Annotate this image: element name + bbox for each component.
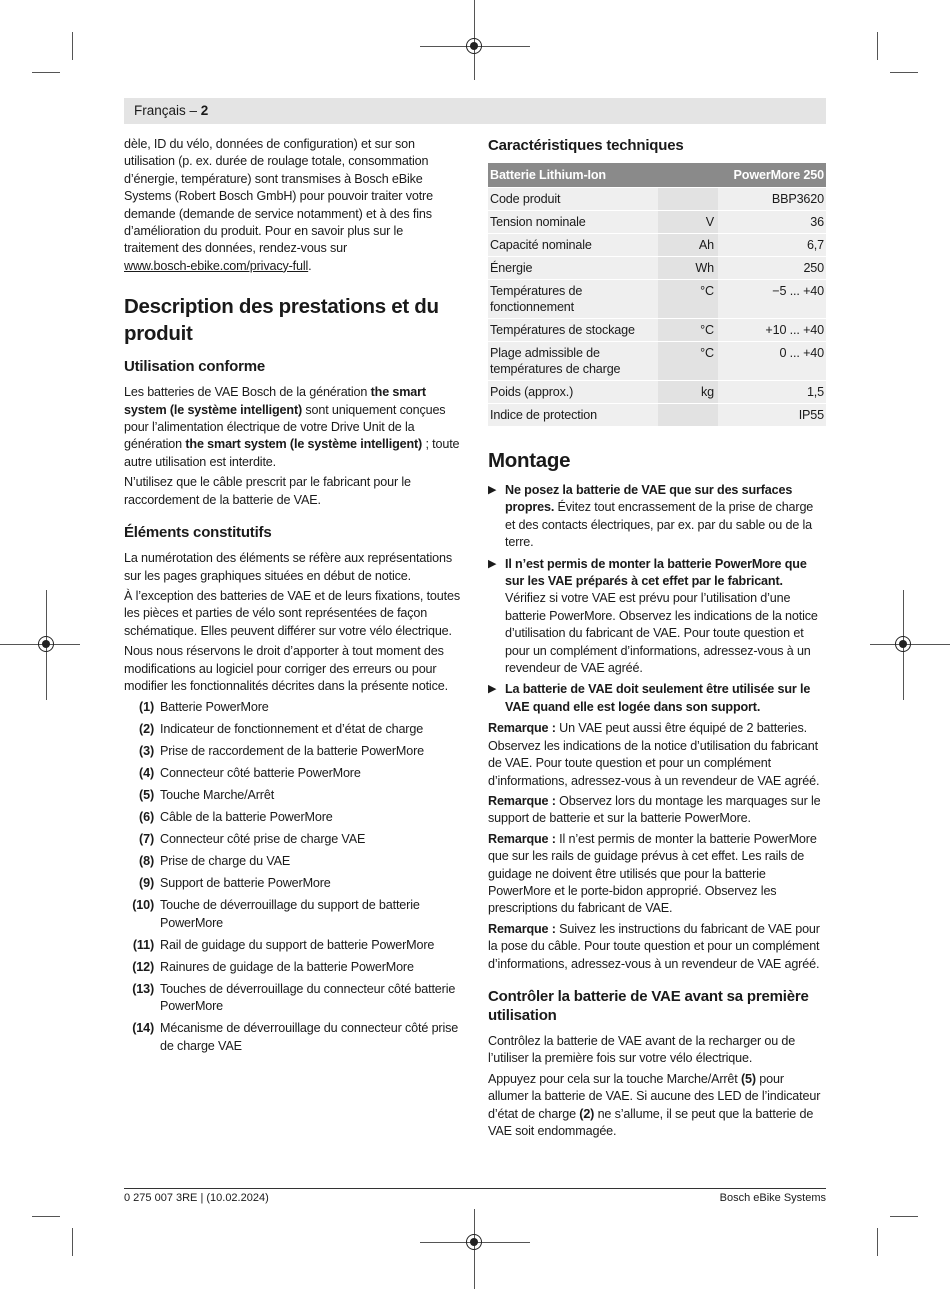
usage-paragraph-2: N’utilisez que le câble prescrit par le fabricant pour le raccordement de la batterie de VAE.: [124, 475, 411, 507]
part-label: Connecteur côté prise de charge VAE: [160, 832, 366, 847]
spec-value: +10 ... +40: [718, 319, 826, 342]
table-row: [488, 280, 826, 319]
part-number: (7): [139, 832, 154, 847]
list-item: [124, 831, 460, 848]
spec-label: Code produit: [488, 188, 658, 211]
check-title: Contrôler la batterie de VAE avant sa première utilisation: [488, 987, 809, 1024]
parts-list: [124, 699, 460, 1055]
crop-mark: [877, 1228, 878, 1256]
usage-text: sont uniquement conçues pour l’alimentation électrique de votre Drive Unit de la génération: [124, 402, 446, 452]
list-item: [124, 897, 460, 932]
page-header: [124, 98, 826, 124]
list-item: [488, 556, 826, 678]
montage-bullets: [488, 482, 826, 716]
crop-mark: [72, 1228, 73, 1256]
check-ref: (2): [579, 1106, 595, 1121]
list-item: [124, 765, 460, 782]
remark-label: Remarque :: [488, 831, 556, 846]
list-item: [488, 482, 826, 552]
intro-paragraph: [124, 136, 460, 275]
table-row: [488, 188, 826, 211]
part-number: (9): [139, 876, 154, 891]
list-item: [124, 809, 460, 826]
check-paragraph-2: [488, 1071, 826, 1141]
usage-paragraph-1: [124, 384, 460, 471]
table-row: [488, 319, 826, 342]
part-number: (4): [139, 766, 154, 781]
registration-mark-icon: [895, 636, 911, 652]
list-item: [124, 875, 460, 892]
part-label: Câble de la batterie PowerMore: [160, 810, 333, 825]
remark-label: Remarque :: [488, 721, 556, 736]
footer-divider: [124, 1188, 826, 1189]
spec-unit: kg: [658, 381, 718, 404]
part-label: Prise de raccordement de la batterie PowerMore: [160, 744, 424, 759]
check-paragraph-1: Contrôlez la batterie de VAE avant de la recharger ou de l’utiliser la première fois sur votre vélo électrique.: [488, 1033, 796, 1066]
part-number: (3): [139, 744, 154, 759]
spec-label: Énergie: [488, 257, 658, 280]
part-label: Mécanisme de déverrouillage du connecteur côté prise de charge VAE: [160, 1021, 459, 1053]
table-row: [488, 404, 826, 427]
bullet-text: Vérifiez si votre VAE est prévu pour l’utilisation d’une batterie PowerMore. Observez les indications de la notice d’utilisation du fabricant de VAE. Pour toute question et pour un complément d’informations, adressez-vous à un revendeur de VAE agréé.: [505, 591, 818, 676]
elements-paragraph-2: À l’exception des batteries de VAE et de leurs fixations, toutes les pièces et parties de vélo sont représentées de façon schématique. Elles peuvent différer sur votre vélo électrique.: [124, 588, 460, 638]
part-number: (12): [132, 959, 154, 974]
remark-label: Remarque :: [488, 921, 556, 936]
left-column: [124, 136, 460, 1060]
triangle-bullet-icon: ▶: [488, 484, 497, 496]
spec-label: Indice de protection: [488, 404, 658, 427]
table-header-cell: Batterie Lithium-Ion: [488, 163, 718, 188]
triangle-bullet-icon: ▶: [488, 557, 497, 570]
part-label: Prise de charge du VAE: [160, 854, 291, 869]
bullet-bold: Il n’est permis de monter la batterie PowerMore que sur les VAE préparés à cet effet par le fabricant.: [505, 556, 807, 589]
remark-text: Il n’est permis de monter la batterie PowerMore que sur les rails de guidage prévus à cet effet. Les rails de guidage ne doivent être utilisés que pour la batterie PowerMore et le porte-bidon approprié. Observez les prescriptions du fabricant de VAE.: [488, 831, 817, 916]
part-label: Rainures de guidage de la batterie PowerMore: [160, 959, 414, 974]
list-item: [488, 681, 826, 716]
remark-label: Remarque :: [488, 793, 556, 808]
remark-paragraph: [488, 793, 826, 828]
registration-mark-icon: [466, 1234, 482, 1250]
spec-value: IP55: [718, 404, 826, 427]
elements-paragraph-1: La numérotation des éléments se réfère aux représentations sur les pages graphiques situées en début de notice.: [124, 551, 453, 583]
registration-mark-icon: [38, 636, 54, 652]
part-number: (6): [139, 810, 154, 825]
part-number: (10): [132, 898, 154, 913]
part-number: (8): [139, 854, 154, 869]
table-row: [488, 234, 826, 257]
triangle-bullet-icon: ▶: [488, 683, 497, 696]
list-item: [124, 787, 460, 804]
bullet-text: Évitez tout encrassement de la prise de charge et des contacts électriques, par ex. par du sable ou de la terre.: [505, 500, 814, 550]
intro-end: .: [308, 258, 312, 273]
list-item: [124, 959, 460, 976]
spec-value: 6,7: [718, 234, 826, 257]
list-item: [124, 721, 460, 738]
page-number: 2: [200, 103, 209, 118]
intro-text: dèle, ID du vélo, données de configuration) et sur son utilisation (p. ex. durée de roulage totale, consommation d’énergie, température) sont transmises à Bosch eBike Systems (Robert Bosch GmbH) pour pouvoir traiter votre demande (demande de service notamment) et à des fins d’amélioration du produit. Pour en savoir plus sur le traitement des données, rendez-vous sur: [124, 137, 433, 256]
elements-paragraph-3: Nous nous réservons le droit d’apporter à tout moment des modifications au logiciel pour corriger des erreurs ou pour modifier les fonctionnalités décrites dans la présente notice.: [124, 644, 448, 693]
bullet-bold: La batterie de VAE doit seulement être utilisée sur le VAE quand elle est logée dans son support.: [505, 682, 811, 714]
spec-unit: V: [658, 211, 718, 234]
spec-label: Plage admissible de températures de charge: [488, 342, 658, 381]
table-header-row: [488, 163, 826, 188]
spec-unit: [658, 404, 718, 427]
usage-title: Utilisation conforme: [124, 358, 266, 376]
list-item: [124, 1020, 460, 1055]
spec-label: Températures de fonctionnement: [488, 280, 658, 319]
crop-mark: [32, 72, 60, 73]
list-item: [124, 981, 460, 1016]
list-item: [124, 937, 460, 954]
part-label: Support de batterie PowerMore: [160, 876, 331, 891]
remark-text: Observez lors du montage les marquages sur le support de batterie et sur la batterie PowerMore.: [488, 793, 821, 826]
spec-label: Poids (approx.): [488, 381, 658, 404]
spec-value: 0 ... +40: [718, 342, 826, 381]
usage-text: ; toute autre utilisation est interdite.: [124, 437, 460, 469]
montage-title: Montage: [488, 449, 571, 472]
list-item: [124, 743, 460, 760]
spec-label: Températures de stockage: [488, 319, 658, 342]
check-text: Appuyez pour cela sur la touche Marche/Arrêt: [488, 1071, 741, 1086]
header-separator: –: [185, 103, 201, 118]
spec-unit: [658, 188, 718, 211]
spec-value: 1,5: [718, 381, 826, 404]
crop-mark: [877, 32, 878, 60]
spec-label: Capacité nominale: [488, 234, 658, 257]
crop-mark: [32, 1216, 60, 1217]
spec-unit: °C: [658, 280, 718, 319]
spec-unit: °C: [658, 319, 718, 342]
spec-label: Tension nominale: [488, 211, 658, 234]
registration-mark-icon: [466, 38, 482, 54]
table-header-cell: PowerMore 250: [718, 163, 826, 188]
footer-company: Bosch eBike Systems: [719, 1192, 826, 1204]
remark-paragraph: [488, 831, 826, 918]
crop-mark: [72, 32, 73, 60]
check-text: pour allumer la batterie de VAE. Si aucune des LED de l’indicateur d’état de charge: [488, 1071, 821, 1121]
remark-paragraph: [488, 720, 826, 790]
part-number: (2): [139, 722, 154, 737]
right-column: [488, 136, 826, 1143]
check-ref: (5): [740, 1071, 756, 1086]
footer-doc-number: 0 275 007 3RE | (10.02.2024): [124, 1192, 269, 1204]
remark-text: Un VAE peut aussi être équipé de 2 batteries. Observez les indications de la notice d’utilisation du fabricant de VAE. Pour toute question et pour un complément d’informations, adressez-vous à un revendeur de VAE agréé.: [488, 721, 820, 788]
part-label: Touche de déverrouillage du support de batterie PowerMore: [160, 898, 420, 930]
usage-bold: the smart system (le système intelligent): [124, 385, 426, 417]
part-label: Touches de déverrouillage du connecteur côté batterie PowerMore: [160, 981, 456, 1014]
section-title: Description des prestations et du produit: [124, 295, 439, 346]
spec-unit: °C: [658, 342, 718, 381]
crop-mark: [890, 1216, 918, 1217]
table-row: [488, 211, 826, 234]
specs-title: Caractéristiques techniques: [488, 137, 684, 154]
part-label: Touche Marche/Arrêt: [160, 788, 275, 803]
check-text: ne s’allume, il se peut que la batterie de VAE soit endommagée.: [488, 1106, 814, 1138]
part-label: Connecteur côté batterie PowerMore: [160, 766, 361, 781]
usage-text: Les batteries de VAE Bosch de la génération: [124, 385, 371, 400]
bullet-bold: Ne posez la batterie de VAE que sur des surfaces propres.: [505, 483, 793, 515]
part-number: (5): [139, 788, 154, 803]
elements-title: Éléments constitutifs: [124, 524, 272, 542]
list-item: [124, 853, 460, 870]
spec-unit: Ah: [658, 234, 718, 257]
spec-value: 36: [718, 211, 826, 234]
header-language: Français: [134, 103, 186, 118]
privacy-link[interactable]: www.bosch-ebike.com/privacy-full: [124, 258, 309, 273]
table-row: [488, 257, 826, 280]
specs-table: [488, 163, 826, 427]
remark-text: Suivez les instructions du fabricant de VAE pour la pose du câble. Pour toute question et pour un complément d’informations, adressez-vous à un revendeur de VAE agréé.: [488, 921, 820, 971]
table-row: [488, 342, 826, 381]
spec-value: 250: [718, 257, 826, 280]
part-number: (14): [132, 1021, 154, 1036]
part-number: (13): [132, 981, 154, 996]
part-number: (11): [132, 937, 154, 952]
part-label: Rail de guidage du support de batterie PowerMore: [160, 937, 435, 952]
usage-bold: the smart system (le système intelligent): [185, 437, 423, 452]
table-row: [488, 381, 826, 404]
spec-value: BBP3620: [718, 188, 826, 211]
spec-unit: Wh: [658, 257, 718, 280]
remark-paragraph: [488, 921, 826, 973]
part-label: Batterie PowerMore: [160, 700, 269, 715]
spec-value: −5 ... +40: [718, 280, 826, 319]
part-label: Indicateur de fonctionnement et d’état de charge: [160, 722, 424, 737]
list-item: [124, 699, 460, 716]
crop-mark: [890, 72, 918, 73]
part-number: (1): [139, 700, 154, 715]
